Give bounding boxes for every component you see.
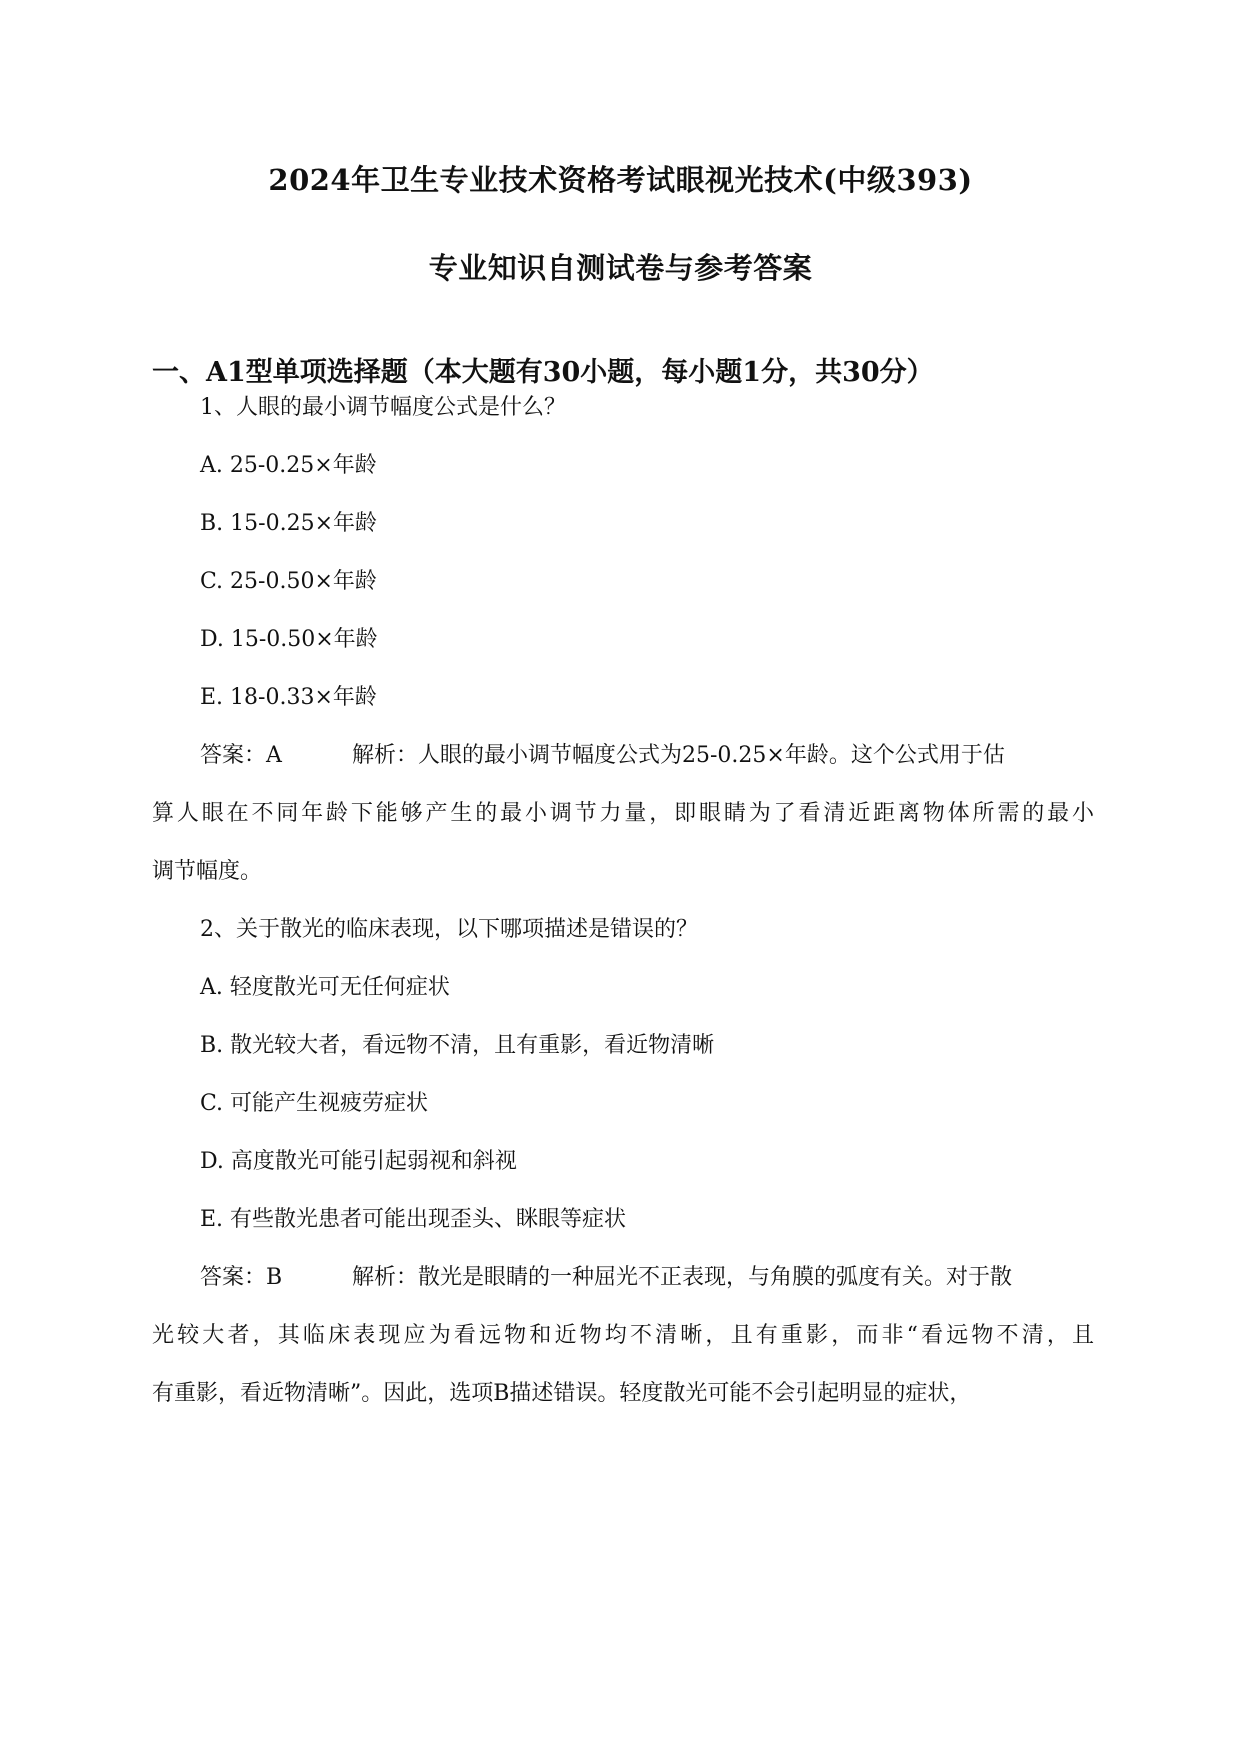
analysis-text: 算人眼在不同年龄下能够产生的最小调节力量，即眼睛为了看清近距离物体所需的最小 [152, 801, 1094, 826]
answer-label: 答案：B [200, 1265, 283, 1290]
option-d: D. 15-0.50×年龄 [200, 627, 378, 652]
question-stem: 2、关于散光的临床表现，以下哪项描述是错误的？ [200, 917, 698, 942]
analysis-line [152, 1321, 1094, 1351]
option-b: B. 散光较大者，看远物不清，且有重影，看近物清晰 [200, 1033, 715, 1058]
analysis-text: 解析：人眼的最小调节幅度公式为25-0.25×年龄。这个公式用于估 [352, 743, 1005, 768]
option-a: A. 25-0.25×年龄 [200, 453, 377, 478]
option-b: B. 15-0.25×年龄 [200, 511, 377, 536]
option-e: E. 有些散光患者可能出现歪头、眯眼等症状 [200, 1207, 627, 1232]
analysis-line [152, 799, 1094, 829]
answer-analysis-line [152, 741, 1094, 771]
option-d: D. 高度散光可能引起弱视和斜视 [200, 1149, 517, 1174]
question-stem: 1、人眼的最小调节幅度公式是什么？ [200, 395, 566, 420]
document-subtitle: 专业知识自测试卷与参考答案 [428, 251, 813, 285]
answer-label: 答案：A [200, 743, 282, 768]
analysis-text: 解析：散光是眼睛的一种屈光不正表现，与角膜的弧度有关。对于散 [352, 1265, 1013, 1290]
answer-analysis-line [152, 1263, 1094, 1293]
analysis-text: 光较大者，其临床表现应为看远物和近物均不清晰，且有重影，而非“看远物不清，且 [152, 1323, 1094, 1348]
analysis-line: 有重影，看近物清晰”。因此，选项B描述错误。轻度散光可能不会引起明显的症状， [152, 1381, 972, 1406]
option-a: A. 轻度散光可无任何症状 [200, 975, 450, 1000]
document-title: 2024年卫生专业技术资格考试眼视光技术(中级393) [268, 163, 973, 197]
analysis-line: 调节幅度。 [152, 859, 263, 884]
option-c: C. 可能产生视疲劳症状 [200, 1091, 429, 1116]
section-heading: 一、A1型单项选择题（本大题有30小题，每小题1分，共30分） [152, 357, 934, 388]
option-e: E. 18-0.33×年龄 [200, 685, 377, 710]
option-c: C. 25-0.50×年龄 [200, 569, 377, 594]
